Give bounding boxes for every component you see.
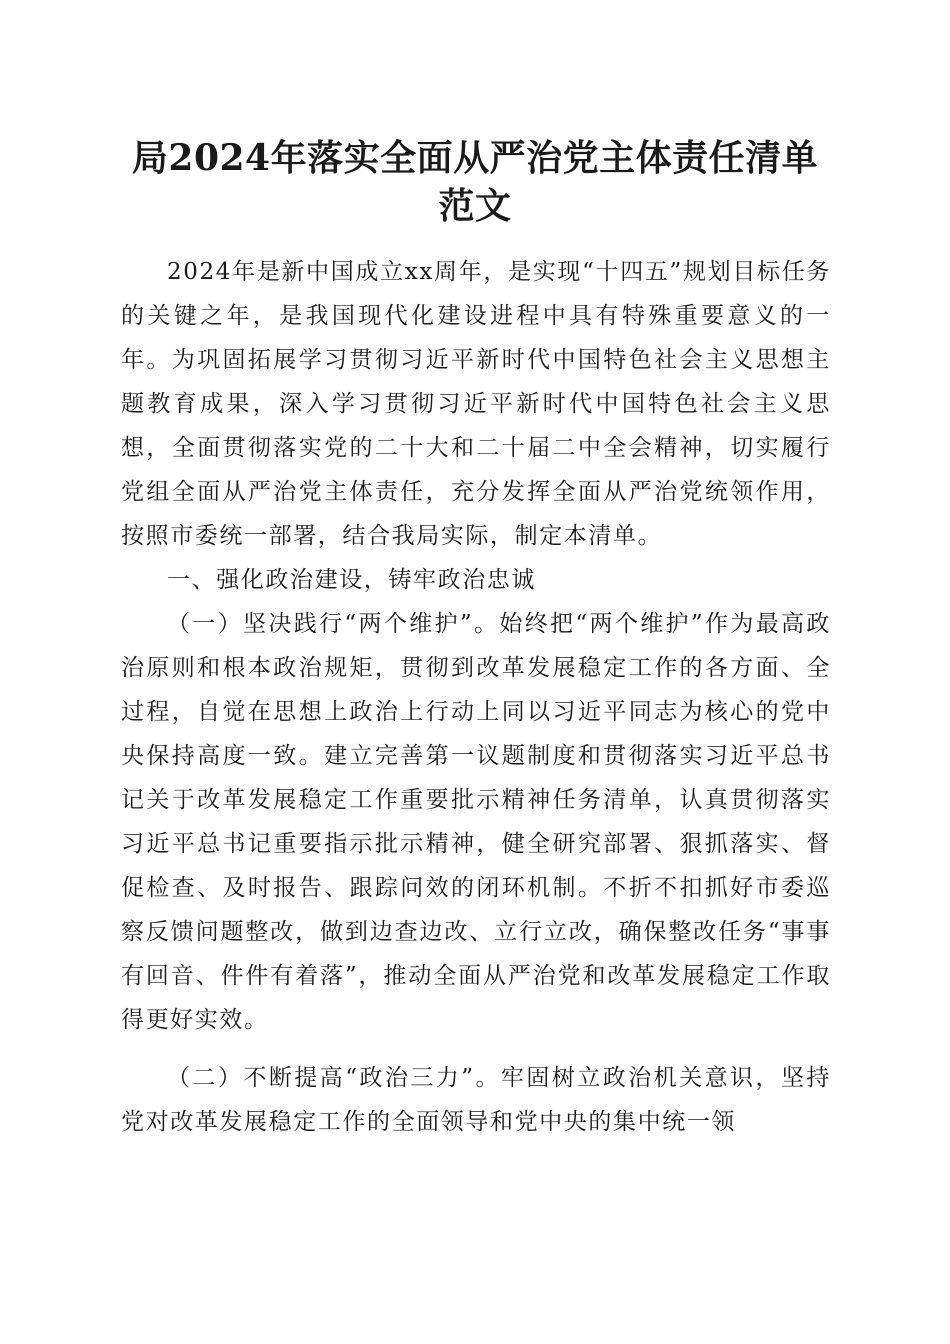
intro-paragraph: 2024年是新中国成立xx周年，是实现“十四五”规划目标任务的关键之年，是我国现代化建设进程中具有特殊重要意义的一年。为巩固拓展学习贯彻习近平新时代中国特色社会主义思想主题教育成果，深入学习贯彻习近平新时代中国特色社会主义思想，全面贯彻落实党的二十大和二十届二中全会精神，切实履行党组全面从严治党主体责任，充分发挥全面从严治党统领作用，按照市委统一部署，结合我局实际，制定本清单。 [121,259,831,549]
section-heading: 一、强化政治建设，铸牢政治忠诚 [167,567,536,593]
document-title: 局2024年落实全面从严治党主体责任清单范文 [131,137,819,227]
subsection-paragraph: （一）坚决践行“两个维护”。始终把“两个维护”作为最高政治原则和根本政治规矩，贯彻到改革发展稳定工作的各方面、全过程，自觉在思想上政治上行动上同以习近平同志为核心的党中央保持高度一致。建立完善第一议题制度和贯彻落实习近平总书记关于改革发展稳定工作重要批示精神任务清单，认真贯彻落实习近平总书记重要指示批示精神，健全研究部署、狠抓落实、督促检查、及时报告、跟踪问效的闭环机制。不折不扣抓好市委巡察反馈问题整改，做到边查边改、立行立改，确保整改任务“事事有回音、件件有着落”，推动全面从严治党和改革发展稳定工作取得更好实效。 [121,611,831,1033]
document-body [121,250,831,1144]
subsection-paragraph: （二）不断提高“政治三力”。牢固树立政治机关意识，坚持党对改革发展稳定工作的全面领导和党中央的集中统一领 [121,1065,831,1135]
